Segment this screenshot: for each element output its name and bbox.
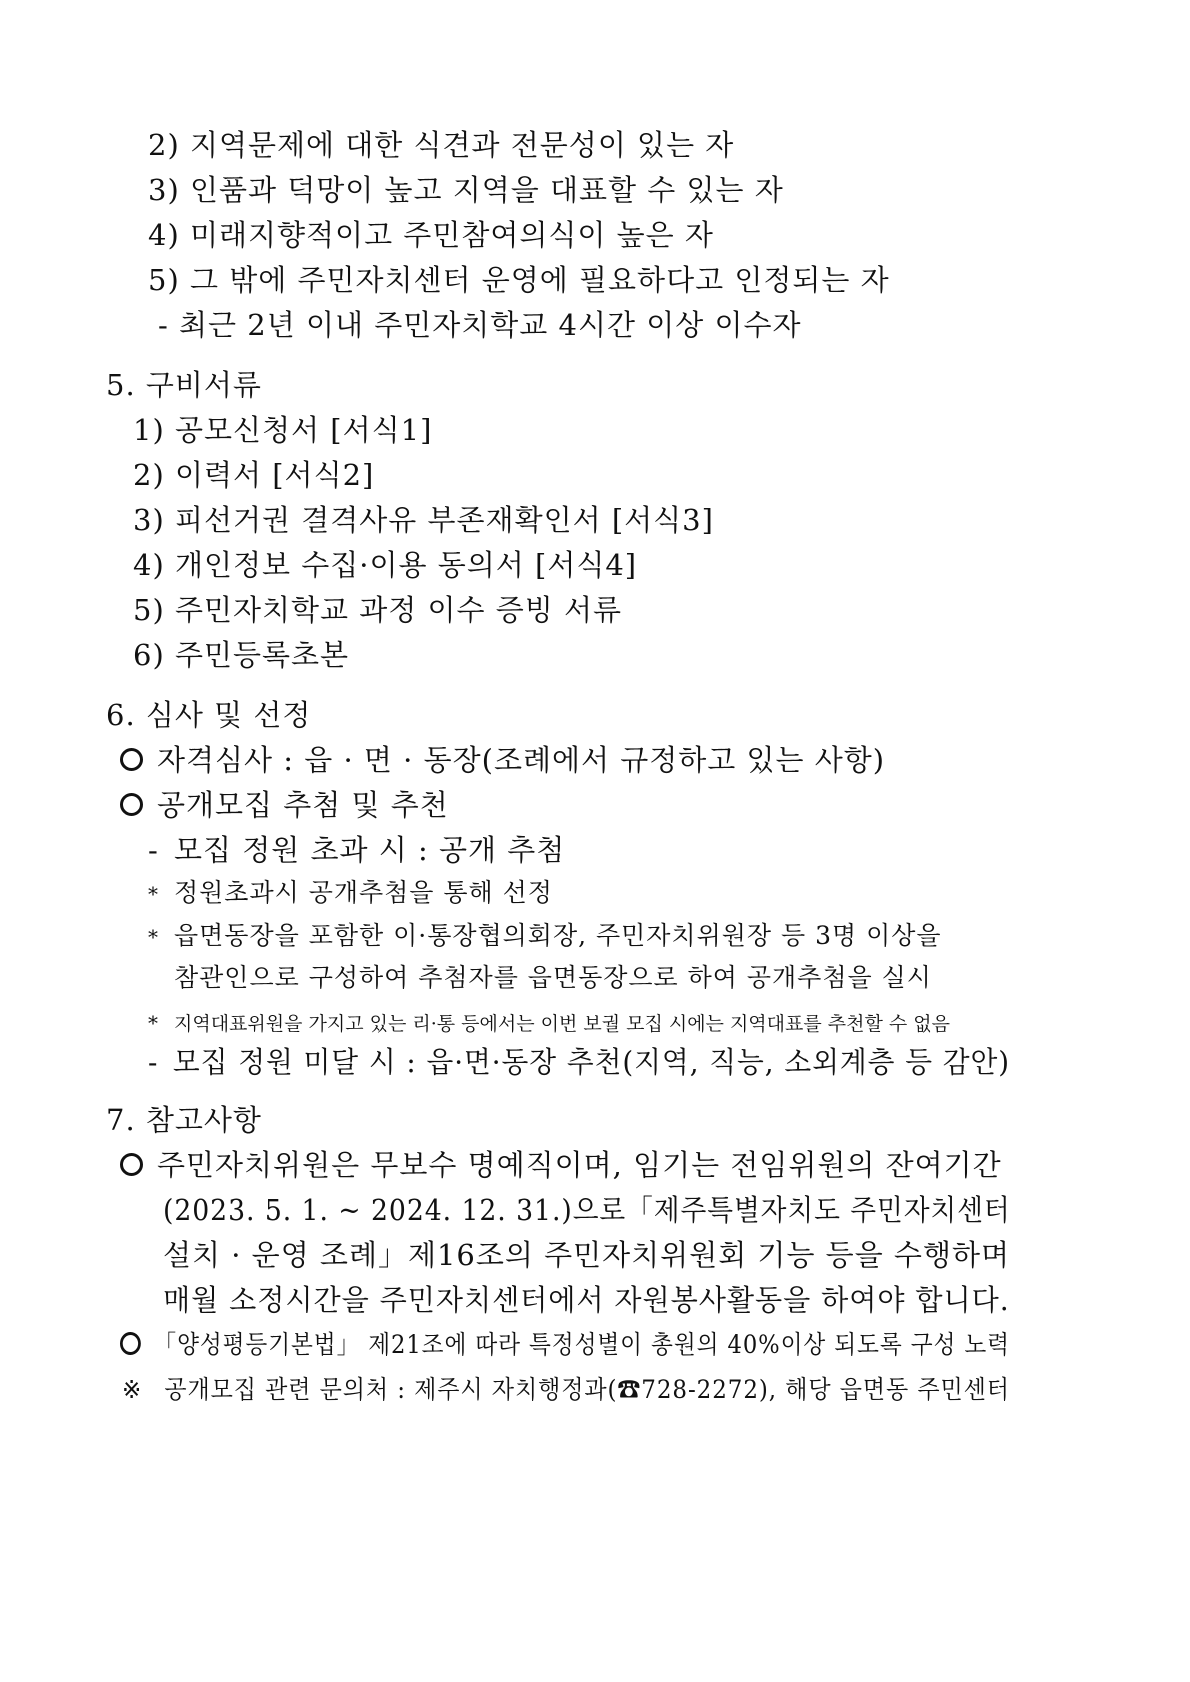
note-item-1: * 정원초과시 공개추첨을 통해 선정 (148, 873, 553, 914)
document-item-1: 1) 공모신청서 [서식1] (133, 413, 433, 447)
qualification-item-3: 3) 인품과 덕망이 높고 지역을 대표할 수 있는 자 (148, 173, 784, 207)
bullet-public-recruitment: 공개모집 추첨 및 추천 (120, 785, 449, 825)
document-item-3: 3) 피선거권 결격사유 부존재확인서 [서식3] (133, 503, 714, 537)
qualification-item-4: 4) 미래지향적이고 주민참여의식이 높은 자 (148, 218, 714, 252)
dash-marker: - (148, 833, 159, 867)
document-item-5: 5) 주민자치학교 과정 이수 증빙 서류 (133, 593, 623, 627)
bullet-volunteer-note-line-3: 설치 · 운영 조례」제16조의 주민자치위원회 기능 등을 수행하며 (163, 1238, 1010, 1272)
document-item-6: 6) 주민등록초본 (133, 638, 350, 672)
circle-bullet-icon (120, 793, 143, 816)
dash-item-under-quota: - 모집 정원 미달 시 : 읍·면·동장 추천(지역, 직능, 소외계층 등 감안) (148, 1042, 1010, 1082)
qualification-item-2: 2) 지역문제에 대한 식견과 전문성이 있는 자 (148, 128, 735, 162)
contact-reference: ※ 공개모집 관련 문의처 : 제주시 자치행정과(☎728-2272), 해당 읍면동 주민센터 (122, 1370, 1010, 1410)
document-item-2: 2) 이력서 [서식2] (133, 458, 375, 492)
dash-marker: - (148, 1045, 159, 1079)
asterisk-icon: * (148, 882, 159, 906)
qualification-subitem: - 최근 2년 이내 주민자치학교 4시간 이상 이수자 (158, 308, 802, 342)
section-6-title: 6. 심사 및 선정 (106, 698, 312, 732)
asterisk-icon: * (148, 1011, 158, 1035)
qualification-item-5: 5) 그 밖에 주민자치센터 운영에 필요하다고 인정되는 자 (148, 263, 890, 297)
note-item-2: * 읍면동장을 포함한 이·통장협의회장, 주민자치위원장 등 3명 이상을 (148, 916, 942, 957)
circle-bullet-icon (120, 1332, 141, 1355)
bullet-gender-equality: 「양성평등기본법」 제21조에 따라 특정성별이 총원의 40%이상 되도록 구성 노력 (120, 1325, 1010, 1365)
dash-item-over-quota: - 모집 정원 초과 시 : 공개 추첨 (148, 830, 565, 870)
circle-bullet-icon (120, 1153, 143, 1176)
note-item-3: * 지역대표위원을 가지고 있는 리·통 등에서는 이번 보궐 모집 시에는 지역대표를 추천할 수 없음 (148, 1003, 950, 1044)
reference-mark-icon: ※ (122, 1375, 143, 1404)
bullet-volunteer-note: 주민자치위원은 무보수 명예직이며, 임기는 전임위원의 잔여기간 (120, 1145, 1002, 1185)
section-5-title: 5. 구비서류 (106, 368, 262, 402)
section-7-title: 7. 참고사항 (106, 1103, 262, 1137)
document-item-4: 4) 개인정보 수집·이용 동의서 [서식4] (133, 548, 638, 582)
asterisk-icon: * (148, 925, 159, 949)
bullet-qualification-review: 자격심사 : 읍 · 면 · 동장(조례에서 규정하고 있는 사항) (120, 740, 885, 780)
bullet-volunteer-note-line-2: (2023. 5. 1. ~ 2024. 12. 31.)으로「제주특별자치도 주민자치센터 (163, 1193, 1011, 1227)
bullet-volunteer-note-line-4: 매월 소정시간을 주민자치센터에서 자원봉사활동을 하여야 합니다. (163, 1283, 1010, 1317)
note-item-2-cont: 참관인으로 구성하여 추첨자를 읍면동장으로 하여 공개추첨을 실시 (174, 963, 932, 992)
circle-bullet-icon (120, 748, 143, 771)
